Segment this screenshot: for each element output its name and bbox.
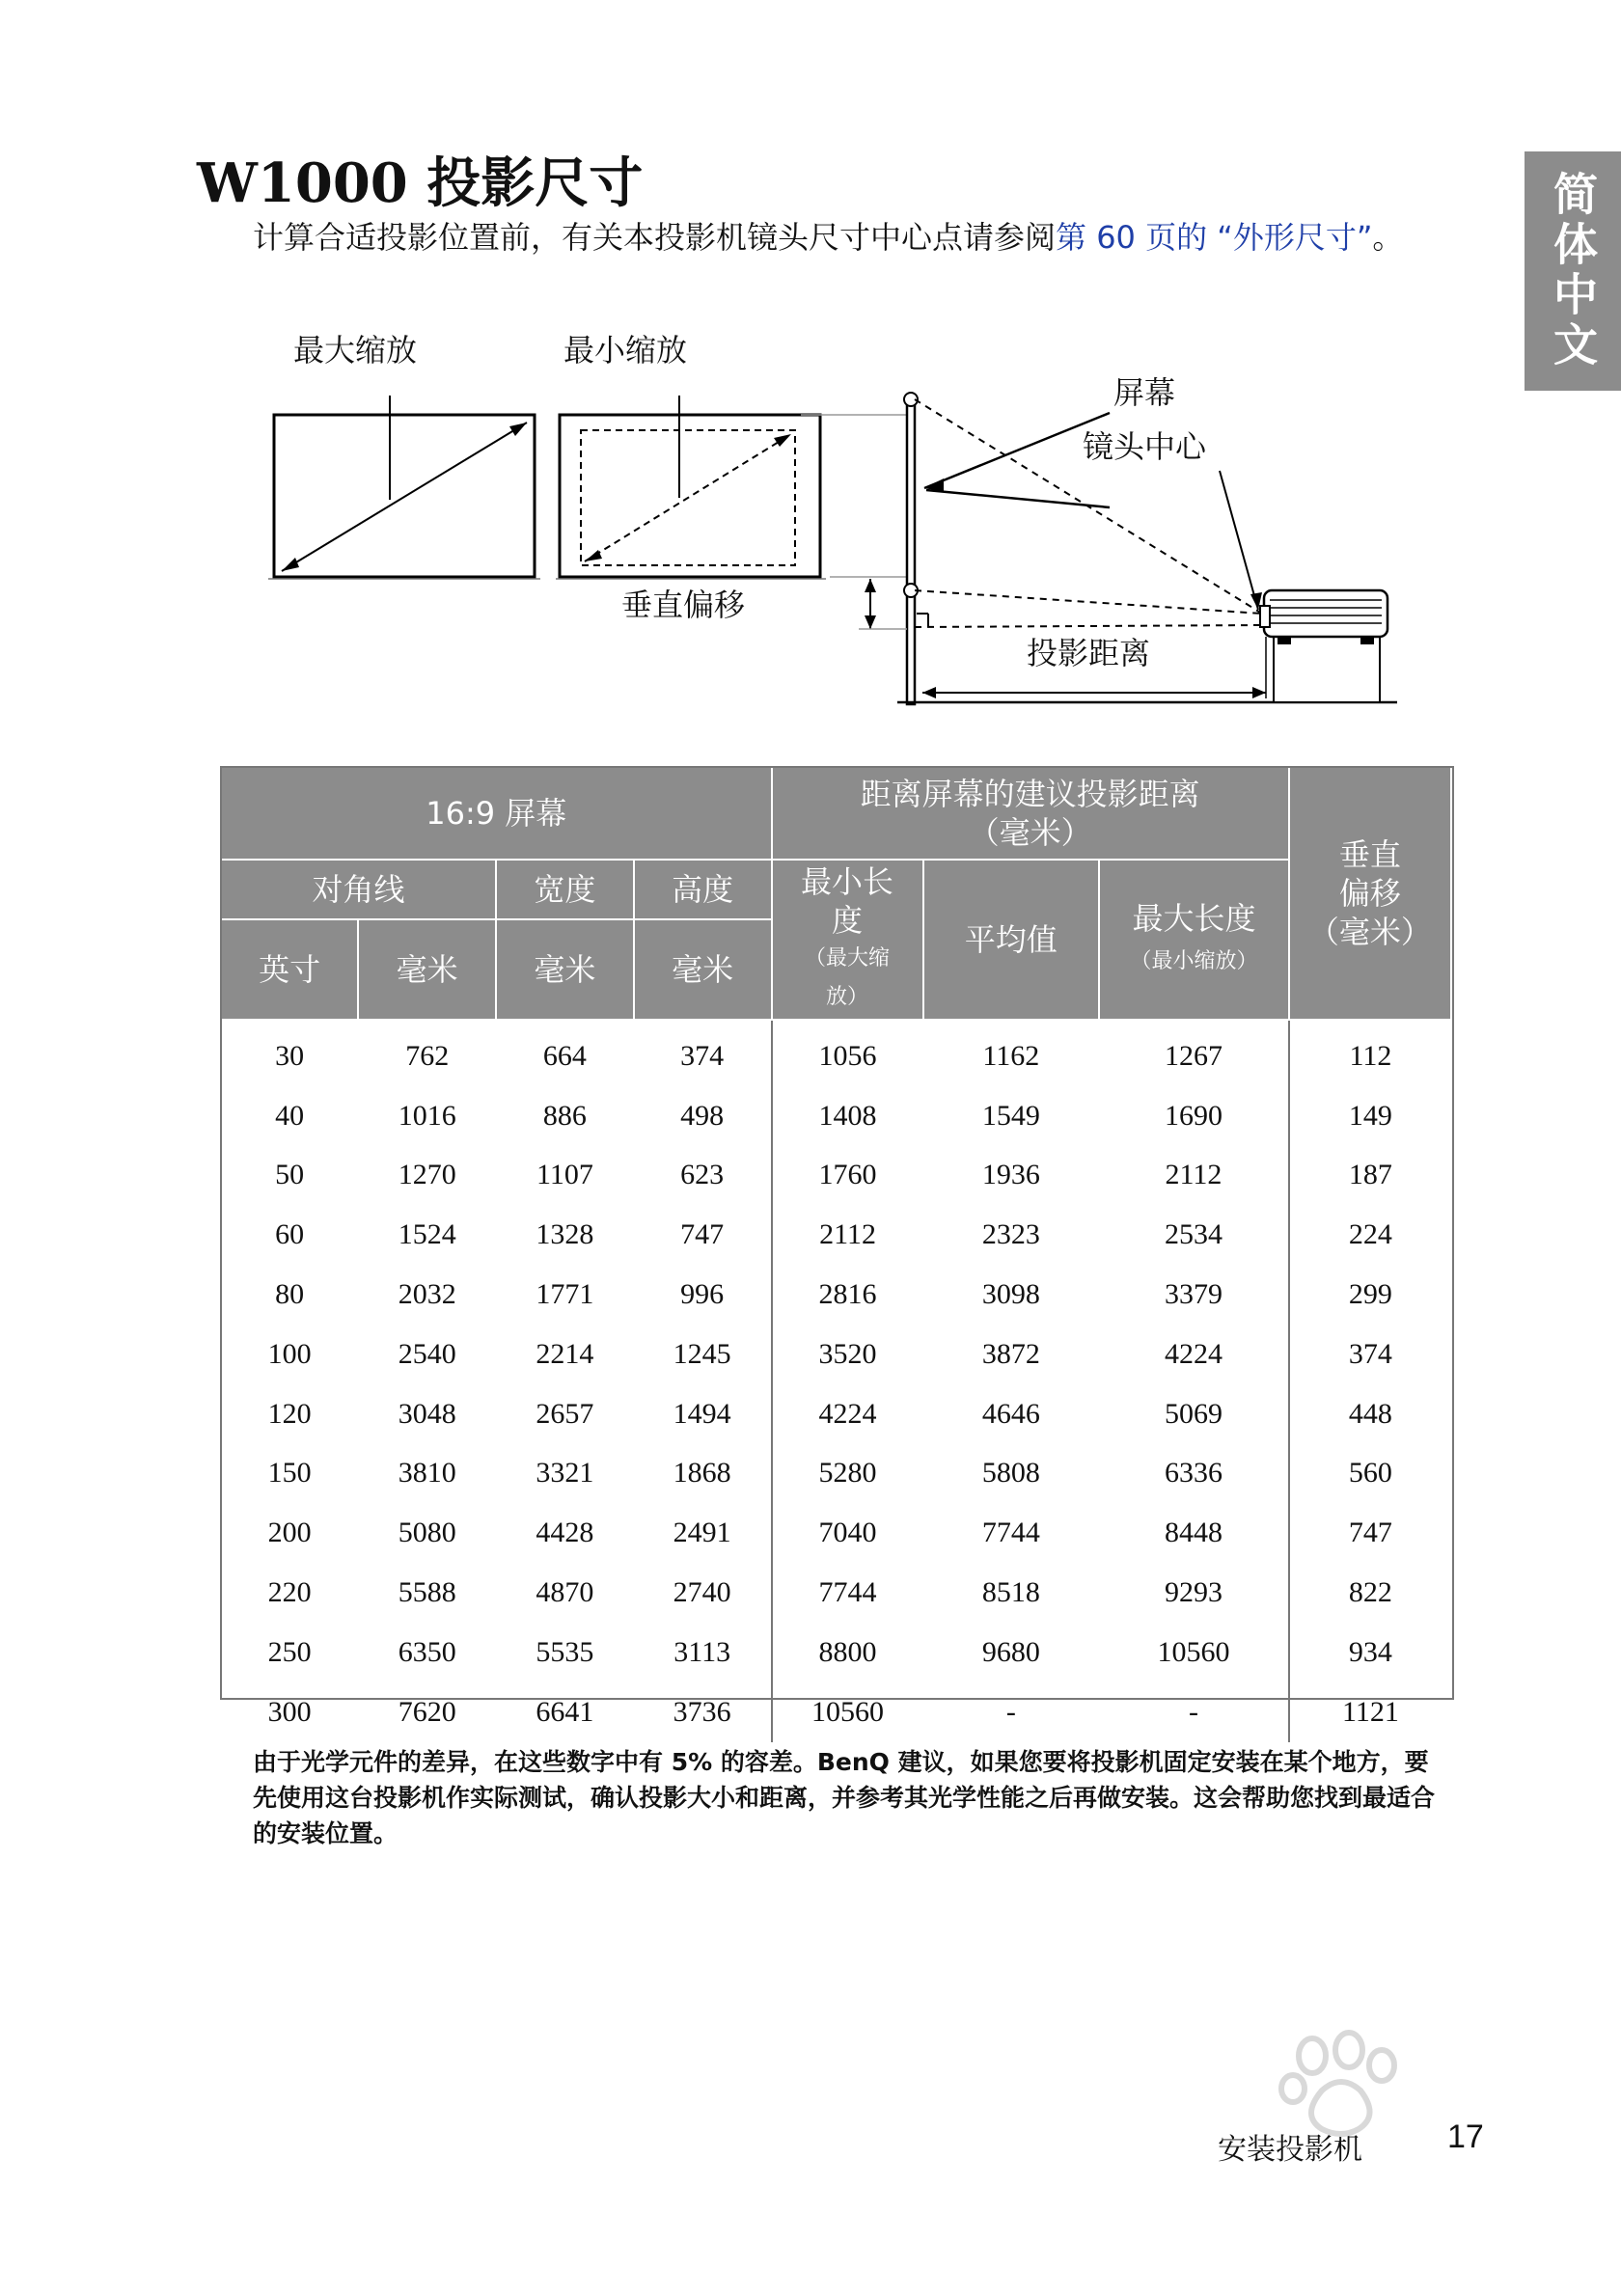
table-cell: 250 — [267, 1635, 312, 1668]
table-cell: 299 — [1348, 1278, 1392, 1311]
table-cell: 2032 — [398, 1278, 456, 1311]
table-cell: 5080 — [398, 1517, 456, 1549]
header-max-length-note: （最小缩放） — [1130, 948, 1258, 973]
table-cell: 7040 — [818, 1517, 877, 1549]
dimensions-page-link[interactable]: 第 60 页的 “外形尺寸” — [1056, 219, 1373, 256]
header-max-length — [1099, 860, 1289, 1020]
table-cell: 886 — [542, 1099, 587, 1132]
table-cell: 2112 — [1099, 1146, 1289, 1206]
table-row — [221, 1503, 1451, 1563]
table-cell: 2816 — [818, 1278, 877, 1311]
table-cell: 934 — [1348, 1635, 1392, 1668]
header-average: 平均值 — [923, 860, 1100, 1020]
table-cell: 4428 — [536, 1517, 594, 1549]
table-cell: 120 — [267, 1397, 312, 1430]
table-cell: 1162 — [982, 1039, 1040, 1072]
table-cell: 4224 — [818, 1397, 877, 1430]
table-cell: 1245 — [634, 1325, 772, 1384]
table-cell: - — [1005, 1695, 1016, 1728]
baidu-paw-logo — [1119, 2021, 1525, 2166]
table-cell: 9680 — [981, 1635, 1040, 1668]
table-cell: 2491 — [634, 1503, 772, 1563]
table-cell: 149 — [1348, 1099, 1392, 1132]
table-cell: 5535 — [536, 1635, 594, 1668]
table-cell: - — [1099, 1682, 1289, 1742]
label-vertical-offset: 垂直偏移 — [621, 587, 746, 623]
table-cell: 2657 — [536, 1397, 594, 1430]
table-cell: 4646 — [981, 1397, 1040, 1430]
table-cell: 30 — [275, 1039, 305, 1072]
table-cell: 5069 — [1099, 1384, 1289, 1444]
intro-paragraph — [253, 216, 1411, 259]
table-row — [221, 1146, 1451, 1206]
table-cell: 4870 — [536, 1576, 594, 1609]
table-cell: 3048 — [398, 1397, 456, 1430]
table-cell: 10560 — [811, 1695, 884, 1728]
table-cell: 150 — [267, 1457, 312, 1490]
table-cell: 374 — [1348, 1337, 1392, 1370]
header-height: 高度 — [634, 860, 772, 919]
table-cell: 3872 — [981, 1337, 1040, 1370]
table-cell: 1267 — [1099, 1020, 1289, 1086]
language-tab-label: 简体中文 — [1547, 171, 1599, 371]
table-cell: 560 — [1348, 1457, 1392, 1490]
table-cell: 8448 — [1099, 1503, 1289, 1563]
table-cell: 996 — [634, 1265, 772, 1325]
header-min-length — [772, 860, 923, 1020]
table-cell: 822 — [1348, 1576, 1392, 1609]
table-cell: 1690 — [1099, 1086, 1289, 1146]
header-min-length-title: 最小长度 — [800, 863, 893, 939]
table-cell: 1328 — [536, 1218, 594, 1251]
header-max-length-title: 最大长度 — [1132, 899, 1256, 937]
header-distance — [772, 767, 1289, 860]
projection-diagram — [261, 318, 1418, 718]
table-cell: 3736 — [634, 1682, 772, 1742]
table-cell: 5588 — [398, 1576, 456, 1609]
table-cell: 1549 — [981, 1099, 1040, 1132]
header-min-length-note: （最大缩放） — [804, 946, 890, 1009]
footer-section-title: 安装投影机 — [1218, 2133, 1362, 2167]
table-cell: 747 — [634, 1205, 772, 1265]
header-distance-title: 距离屏幕的建议投影距离 — [860, 776, 1200, 812]
table-cell: 1494 — [634, 1384, 772, 1444]
table-cell: 448 — [1348, 1397, 1392, 1430]
screen-pointer — [926, 490, 1110, 507]
table-row — [221, 1623, 1451, 1682]
table-cell: 10560 — [1099, 1623, 1289, 1682]
table-cell: 2214 — [536, 1337, 594, 1370]
table-cell: 5280 — [818, 1457, 877, 1490]
table-cell: 80 — [275, 1278, 305, 1311]
table-cell: 8518 — [981, 1576, 1040, 1609]
baidu-watermark — [1119, 2021, 1525, 2166]
projection-size-table — [220, 766, 1452, 1742]
table-cell: 187 — [1348, 1159, 1392, 1191]
page-title: W1000 投影尺寸 — [197, 151, 644, 215]
table-cell: 7744 — [818, 1576, 877, 1609]
table-cell: 762 — [405, 1039, 450, 1072]
table-cell: 3098 — [981, 1278, 1040, 1311]
table-cell: 1408 — [818, 1099, 877, 1132]
table-cell: 200 — [267, 1517, 312, 1549]
screen-post — [907, 397, 915, 704]
table-cell: 1936 — [981, 1159, 1040, 1191]
table-cell: 747 — [1348, 1517, 1392, 1549]
table-cell: 4224 — [1099, 1325, 1289, 1384]
table-cell: 498 — [634, 1086, 772, 1146]
table-cell: 5808 — [981, 1457, 1040, 1490]
table-cell: 3321 — [536, 1457, 594, 1490]
projector-icon — [1260, 590, 1387, 702]
table-cell: 623 — [634, 1146, 772, 1206]
intro-suffix: 。 — [1372, 219, 1404, 256]
table-cell: 6641 — [536, 1695, 594, 1728]
table-cell: 300 — [267, 1695, 312, 1728]
unit-mm-diagonal: 毫米 — [358, 919, 496, 1020]
unit-mm-width: 毫米 — [496, 919, 634, 1020]
table-cell: 664 — [542, 1039, 587, 1072]
intro-text: 计算合适投影位置前，有关本投影机镜头尺寸中心点请参阅 — [253, 219, 1057, 256]
label-screen: 屏幕 — [1113, 374, 1176, 411]
table-cell: 3113 — [634, 1623, 772, 1682]
table-cell: 1771 — [536, 1278, 594, 1311]
table-cell: 3520 — [818, 1337, 877, 1370]
table-row — [221, 1325, 1451, 1384]
tolerance-note: 由于光学元件的差异，在这些数字中有 5% 的容差。BenQ 建议，如果您要将投影机固定安装在某个地方，要先使用这台投影机作实际测试，确认投影大小和距离，并参考其光学性能之后再做安装。这会帮助您找到最适合的安装位置。 — [253, 1748, 1436, 1847]
table-cell: 1524 — [398, 1218, 456, 1251]
language-tab[interactable] — [1525, 151, 1621, 391]
table-cell: 1270 — [398, 1159, 456, 1191]
table-cell: 50 — [275, 1159, 305, 1191]
label-max-zoom: 最大缩放 — [293, 332, 418, 369]
table-cell: 9293 — [1099, 1563, 1289, 1623]
table-cell: 8800 — [818, 1635, 877, 1668]
table-cell: 224 — [1348, 1218, 1392, 1251]
table-row — [221, 1444, 1451, 1504]
table-cell: 7744 — [981, 1517, 1040, 1549]
table-cell: 112 — [1349, 1039, 1392, 1072]
label-lens-center: 镜头中心 — [1083, 428, 1207, 465]
unit-inch: 英寸 — [221, 919, 358, 1020]
table-cell: 1760 — [818, 1159, 877, 1191]
header-width: 宽度 — [496, 860, 634, 919]
label-min-zoom: 最小缩放 — [563, 332, 688, 369]
table-cell: 40 — [275, 1099, 305, 1132]
table-row — [221, 1265, 1451, 1325]
max-zoom-diagonal — [282, 423, 527, 571]
table-cell: 220 — [267, 1576, 312, 1609]
table-cell: 1016 — [398, 1099, 456, 1132]
table-row — [221, 1384, 1451, 1444]
table-row — [221, 1020, 1451, 1086]
table-cell: 1121 — [1341, 1695, 1399, 1728]
table-cell: 6336 — [1099, 1444, 1289, 1504]
table-cell: 6350 — [398, 1635, 456, 1668]
table-cell: 374 — [634, 1020, 772, 1086]
header-diagonal: 对角线 — [221, 860, 496, 919]
header-offset — [1289, 767, 1451, 1020]
table-cell: 1107 — [536, 1159, 593, 1191]
table-row — [221, 1086, 1451, 1146]
table-cell: 2534 — [1099, 1205, 1289, 1265]
projection-diagram-svg — [261, 318, 1418, 714]
page-number: 17 — [1447, 2118, 1484, 2155]
label-projection-distance: 投影距离 — [1023, 629, 1154, 673]
header-distance-unit: （毫米） — [968, 814, 1092, 851]
table-cell: 3810 — [398, 1457, 456, 1490]
table-cell: 7620 — [398, 1695, 456, 1728]
table-row — [221, 1563, 1451, 1623]
table-cell: 2740 — [634, 1563, 772, 1623]
header-offset-unit: （毫米） — [1307, 914, 1432, 950]
table-row — [221, 1682, 1451, 1742]
unit-mm-height: 毫米 — [634, 919, 772, 1020]
header-offset-title: 垂直偏移 — [1338, 836, 1401, 912]
table-cell: 2540 — [398, 1337, 456, 1370]
table-cell: 3379 — [1099, 1265, 1289, 1325]
table-cell: 1056 — [818, 1039, 877, 1072]
table-cell: 2323 — [981, 1218, 1040, 1251]
table-cell: 60 — [275, 1218, 305, 1251]
table-cell: 1868 — [634, 1444, 772, 1504]
table-cell: 100 — [267, 1337, 312, 1370]
header-screen: 16:9 屏幕 — [221, 767, 772, 860]
table-row — [221, 1205, 1451, 1265]
table-cell: 2112 — [819, 1218, 876, 1251]
